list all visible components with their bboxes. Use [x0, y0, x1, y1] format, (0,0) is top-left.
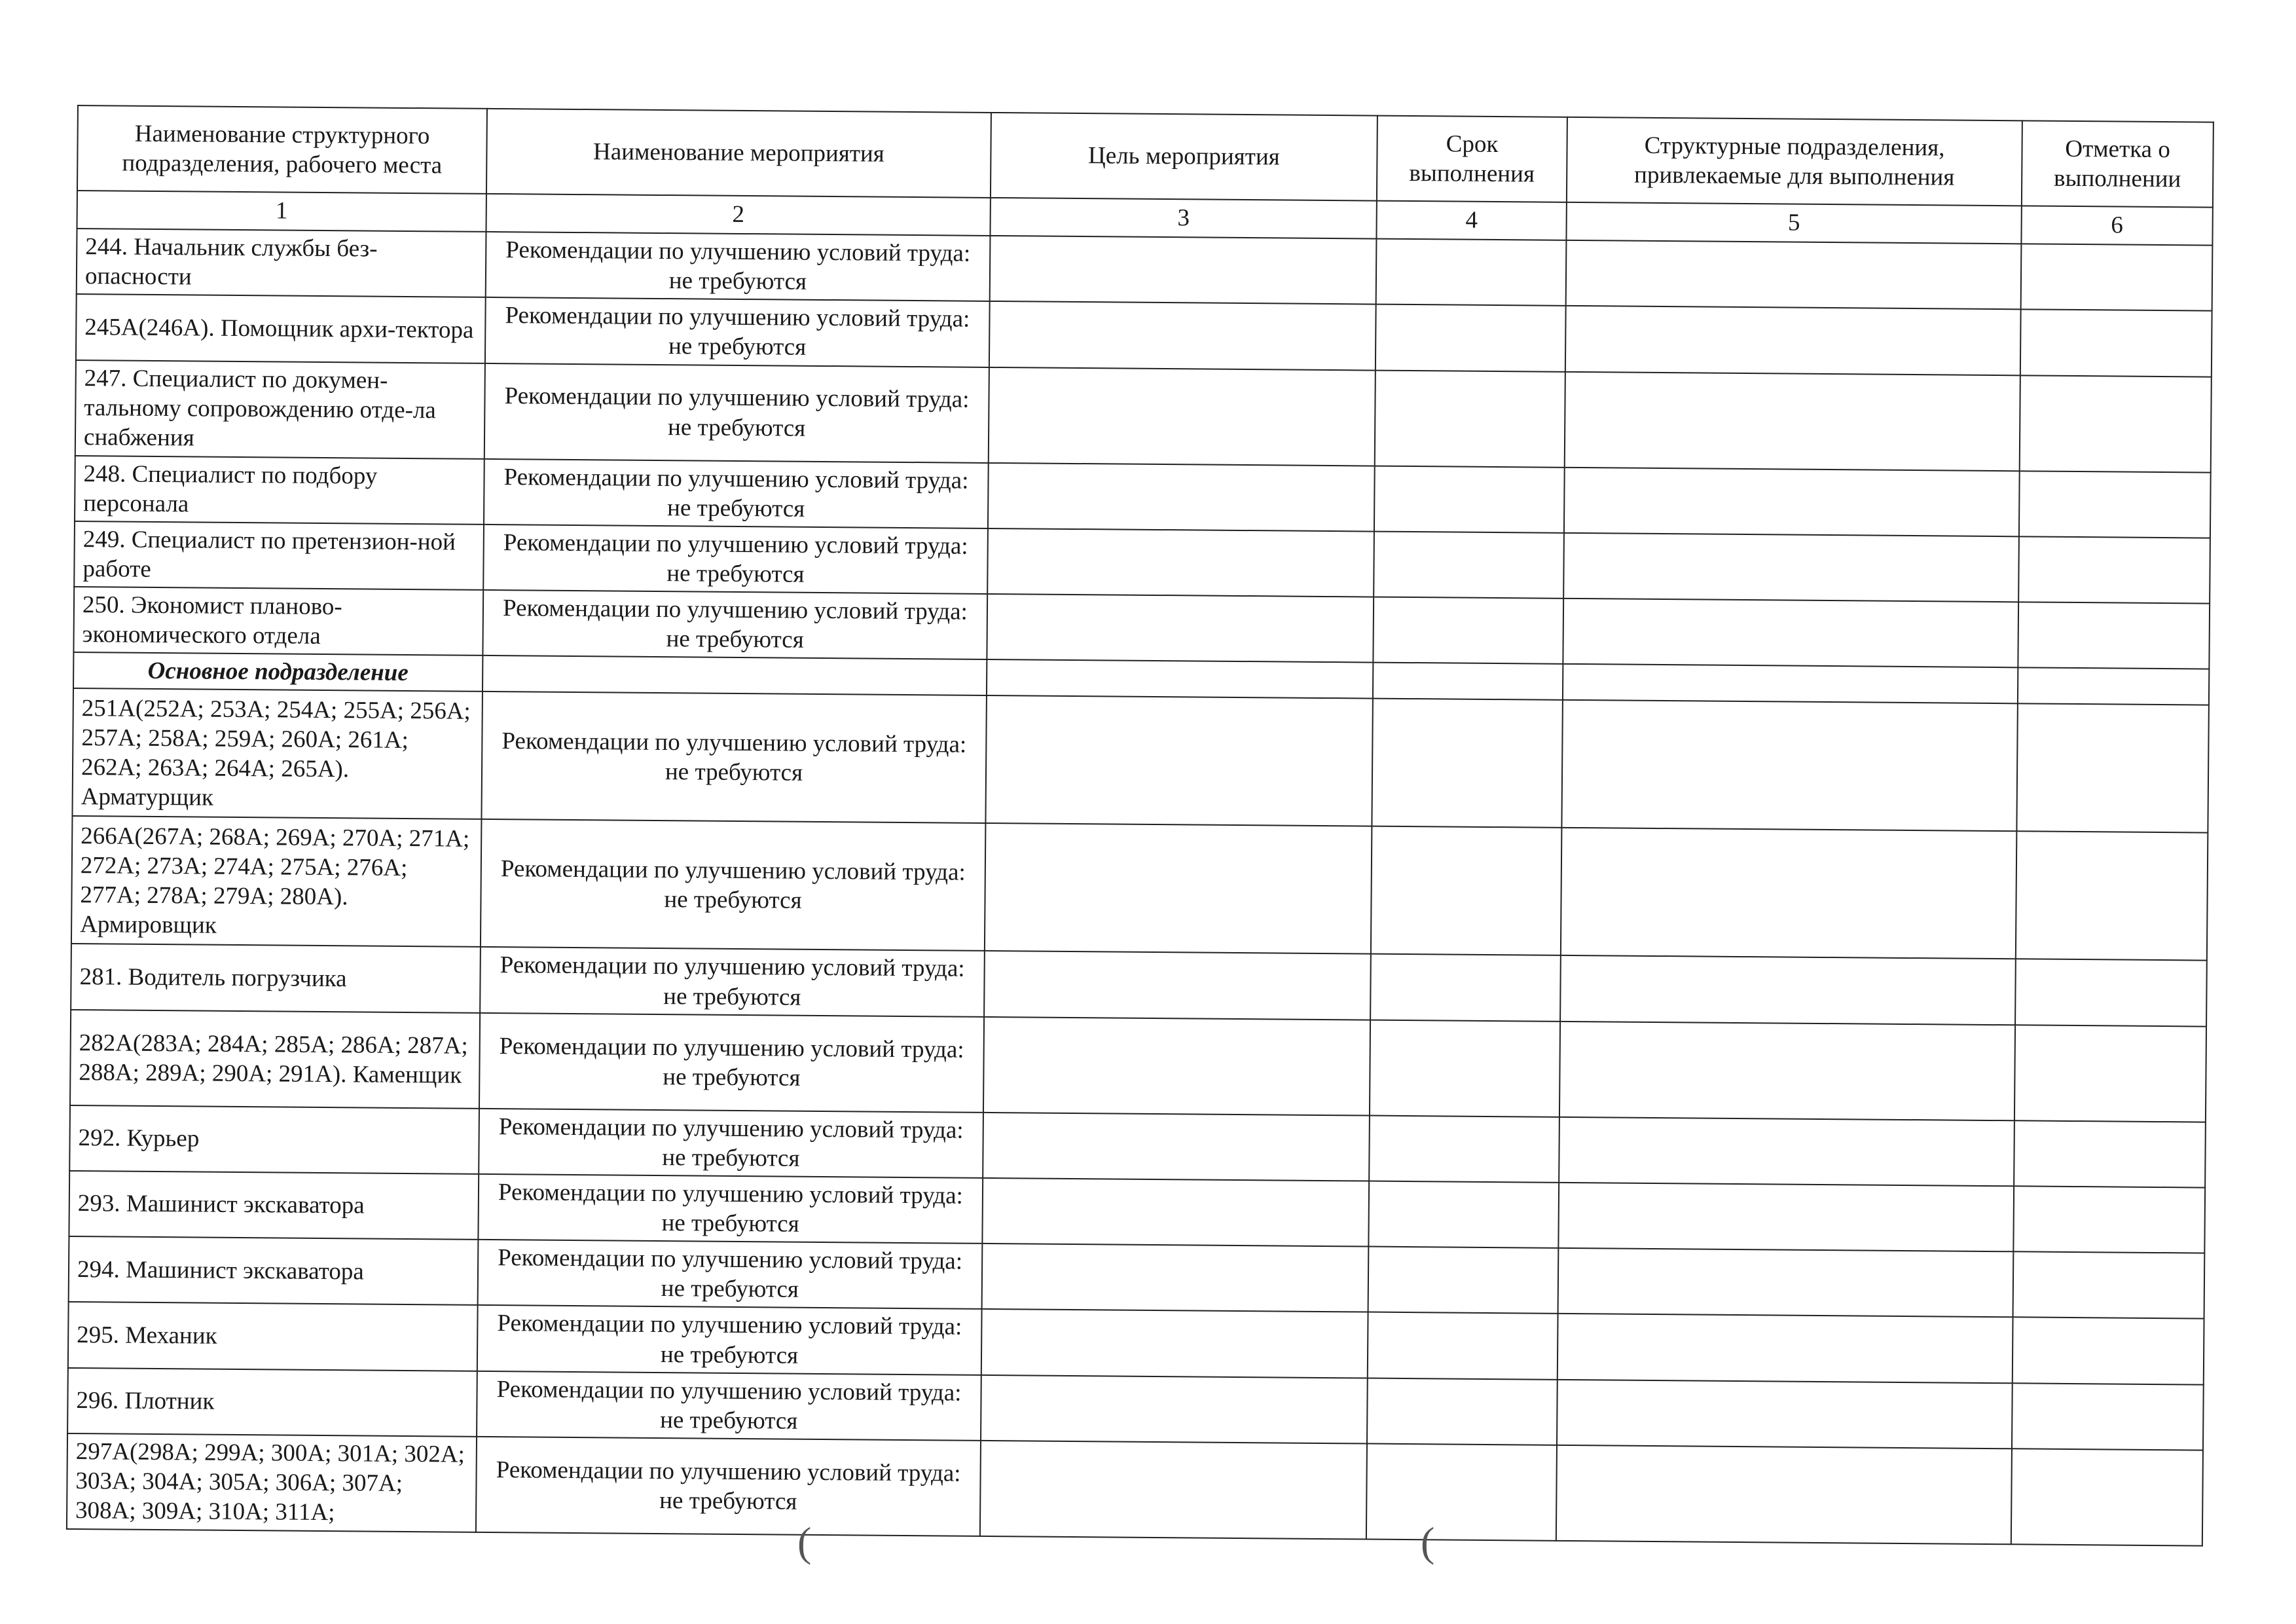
empty-cell [1558, 1248, 2014, 1318]
table-sheet [66, 105, 2214, 1546]
workplace-name-cell: 293. Машинист экскаватора [69, 1171, 479, 1240]
empty-cell [2018, 536, 2210, 604]
empty-cell [2014, 1025, 2206, 1122]
header-row [77, 105, 2214, 208]
header-cell-goal: Цель мероприятия [991, 113, 1377, 201]
workplace-name-cell: 297А(298А; 299А; 300А; 301А; 302А; 303А; 304А; 305А; 306А; 307А; 308А; 309А; 310А; 311А; [67, 1433, 477, 1532]
empty-cell [987, 528, 1374, 597]
measure-name-cell: Рекомендации по улучшению условий труда: не требуются [481, 819, 986, 951]
column-number: 5 [1566, 202, 2021, 244]
workplace-name-cell: 281. Водитель погрузчика [71, 944, 481, 1012]
table-cell [1373, 663, 1563, 700]
table-row [67, 1433, 2203, 1546]
empty-cell [1561, 828, 2017, 959]
empty-cell [2013, 1251, 2205, 1319]
empty-cell [1565, 371, 2020, 470]
empty-cell [981, 1309, 1368, 1378]
empty-cell [1558, 1314, 2013, 1383]
measure-name-cell: Рекомендации по улучшению условий труда: не требуются [486, 232, 991, 301]
measure-name-cell: Рекомендации по улучшению условий труда: не требуются [480, 947, 985, 1016]
empty-cell [985, 823, 1372, 954]
workplace-name-cell: 266А(267А; 268А; 269А; 270А; 271А; 272А; 273А; 274А; 275А; 276А; 277А; 278А; 279А; 280А). Армировщик [71, 816, 482, 947]
column-number: 3 [990, 198, 1376, 239]
empty-cell [1559, 1116, 2014, 1186]
workplace-name-cell: 282А(283А; 284А; 285А; 286А; 287А; 288А; 289А; 290А; 291А). Каменщик [70, 1010, 480, 1109]
empty-cell [982, 1244, 1369, 1312]
empty-cell [1370, 954, 1561, 1022]
empty-cell [981, 1375, 1368, 1444]
empty-cell [989, 301, 1376, 370]
workplace-name-cell: 249. Специалист по претензион-ной работе [74, 521, 484, 590]
empty-cell [980, 1441, 1367, 1540]
empty-cell [2020, 375, 2212, 472]
empty-cell [982, 1178, 1369, 1247]
empty-cell [2014, 1120, 2206, 1188]
empty-cell [1376, 239, 1567, 306]
rows-before-section [73, 229, 2212, 669]
empty-cell [1563, 533, 2019, 602]
scan-mark: ( [797, 1519, 812, 1565]
empty-cell [1367, 1378, 1558, 1445]
empty-cell [1373, 597, 1563, 665]
empty-cell [1374, 531, 1564, 599]
measure-name-cell: Рекомендации по улучшению условий труда: не требуются [481, 692, 987, 823]
empty-cell [985, 695, 1373, 826]
header-cell-departments: Структурные подразделения, привлекаемые для выполнения [1567, 117, 2022, 206]
workplace-name-cell: 292. Курьер [69, 1105, 479, 1174]
empty-cell [988, 462, 1375, 531]
measure-name-cell: Рекомендации по улучшению условий труда: не требуются [484, 363, 989, 462]
empty-cell [2019, 471, 2211, 538]
empty-cell [1566, 240, 2022, 310]
empty-cell [1371, 826, 1562, 955]
empty-cell [2018, 602, 2210, 669]
empty-cell [1557, 1379, 2013, 1449]
empty-cell [987, 594, 1374, 663]
empty-cell [1559, 1021, 2015, 1120]
empty-cell [984, 951, 1371, 1020]
workplace-name-cell: 244. Начальник службы без-опасности [77, 229, 486, 297]
column-number: 6 [2021, 206, 2212, 245]
workplace-name-cell: 247. Специалист по докумен-тальному сопровождению отде-ла снабжения [75, 360, 485, 458]
empty-cell [2016, 704, 2209, 833]
workplace-name-cell: 295. Механик [68, 1302, 478, 1371]
empty-cell [2013, 1186, 2205, 1253]
table-row [72, 688, 2208, 833]
empty-cell [1565, 306, 2021, 375]
rows-after-section [67, 688, 2209, 1545]
empty-cell [1368, 1312, 1558, 1380]
empty-cell [1375, 370, 1565, 467]
table-cell [987, 659, 1373, 699]
workplace-name-cell: 294. Машинист экскаватора [69, 1236, 479, 1305]
empty-cell [1563, 599, 2018, 668]
header-cell-completion: Отметка о выполнении [2022, 120, 2214, 207]
scan-mark: ( [1421, 1519, 1435, 1565]
empty-cell [2011, 1449, 2203, 1545]
empty-cell [1556, 1445, 2012, 1544]
measure-name-cell: Рекомендации по улучшению условий труда: не требуются [483, 525, 988, 594]
measure-name-cell: Рекомендации по улучшению условий труда: не требуются [483, 590, 987, 659]
empty-cell [2013, 1318, 2204, 1385]
measure-name-cell: Рекомендации по улучшению условий труда: не требуются [477, 1371, 981, 1440]
table-row [70, 1010, 2206, 1122]
section-title: Основное подразделение [73, 652, 483, 692]
empty-cell [1561, 700, 2018, 831]
workplace-name-cell: 248. Специалист по подбору персонала [75, 455, 484, 524]
empty-cell [990, 236, 1377, 304]
workplace-name-cell: 251А(252А; 253А; 254А; 255А; 256А; 257А; 258А; 259А; 260А; 261А; 262А; 263А; 264А; 265А). Арматурщик [72, 688, 483, 819]
table-cell [2018, 668, 2209, 705]
measure-name-cell: Рекомендации по улучшению условий труда: не требуются [476, 1437, 981, 1536]
workplace-name-cell: 245А(246А). Помощник архи-тектора [76, 294, 486, 363]
measure-name-cell: Рекомендации по улучшению условий труда: не требуются [479, 1108, 983, 1177]
measure-name-cell: Рекомендации по улучшению условий труда: не требуются [478, 1174, 983, 1244]
table-row [75, 360, 2212, 472]
measure-name-cell: Рекомендации по улучшению условий труда: не требуются [484, 458, 989, 528]
workplace-name-cell: 296. Плотник [67, 1368, 477, 1437]
empty-cell [2012, 1383, 2204, 1450]
header-cell-action: Наименование мероприятия [486, 109, 991, 198]
measure-name-cell: Рекомендации по улучшению условий труда: не требуются [478, 1240, 983, 1309]
empty-cell [2016, 832, 2208, 961]
header-cell-deadline: Срок выполнения [1377, 116, 1567, 202]
empty-cell [1564, 467, 2020, 536]
table-cell [483, 655, 987, 695]
empty-cell [2015, 959, 2207, 1027]
column-number: 2 [486, 194, 990, 236]
empty-cell [2020, 310, 2212, 377]
empty-cell [983, 1113, 1370, 1181]
empty-cell [1366, 1443, 1557, 1540]
empty-cell [1370, 1020, 1560, 1116]
column-number: 1 [77, 191, 486, 232]
empty-cell [989, 367, 1376, 466]
table-cell [1563, 664, 2018, 704]
empty-cell [1376, 304, 1566, 372]
workplace-name-cell: 250. Экономист планово-экономического отдела [73, 587, 483, 655]
empty-cell [1369, 1115, 1559, 1183]
table-row [71, 816, 2208, 961]
empty-cell [2021, 244, 2213, 311]
empty-cell [1560, 955, 2016, 1025]
empty-cell [1372, 699, 1563, 828]
measure-name-cell: Рекомендации по улучшению условий труда: не требуются [479, 1012, 984, 1112]
measure-name-cell: Рекомендации по улучшению условий труда: не требуются [485, 297, 990, 367]
empty-cell [1374, 466, 1565, 533]
empty-cell [1558, 1183, 2014, 1252]
empty-cell [1368, 1247, 1559, 1314]
header-cell-name: Наименование структурного подразделения, рабочего места [77, 105, 487, 194]
column-number: 4 [1376, 201, 1566, 240]
empty-cell [1368, 1181, 1559, 1248]
measures-table [66, 105, 2214, 1546]
measure-name-cell: Рекомендации по улучшению условий труда: не требуются [477, 1305, 982, 1375]
empty-cell [983, 1017, 1370, 1116]
